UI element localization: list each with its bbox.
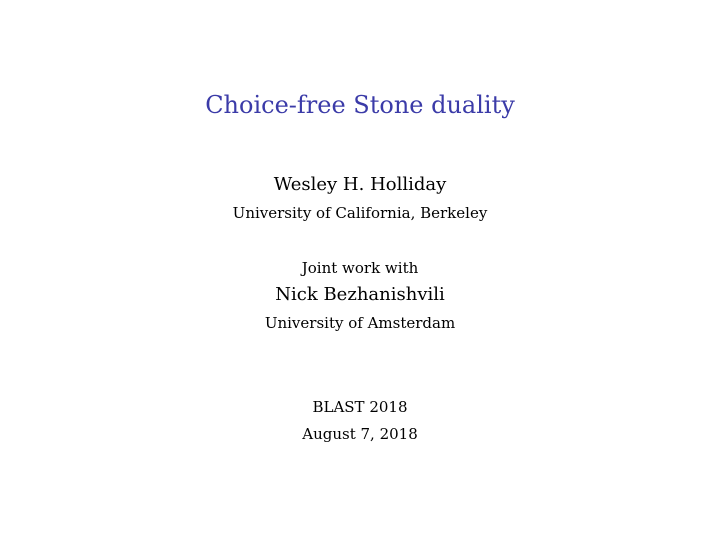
- author-affiliation: University of California, Berkeley: [232, 204, 488, 222]
- event-name: BLAST 2018: [312, 398, 408, 416]
- joint-work-label: Joint work with: [301, 259, 419, 277]
- slide-title: Choice-free Stone duality: [205, 91, 515, 119]
- coauthor-name: Nick Bezhanishvili: [275, 284, 445, 305]
- author-name: Wesley H. Holliday: [273, 174, 447, 195]
- event-date: August 7, 2018: [302, 425, 418, 443]
- coauthor-affiliation: University of Amsterdam: [264, 314, 456, 332]
